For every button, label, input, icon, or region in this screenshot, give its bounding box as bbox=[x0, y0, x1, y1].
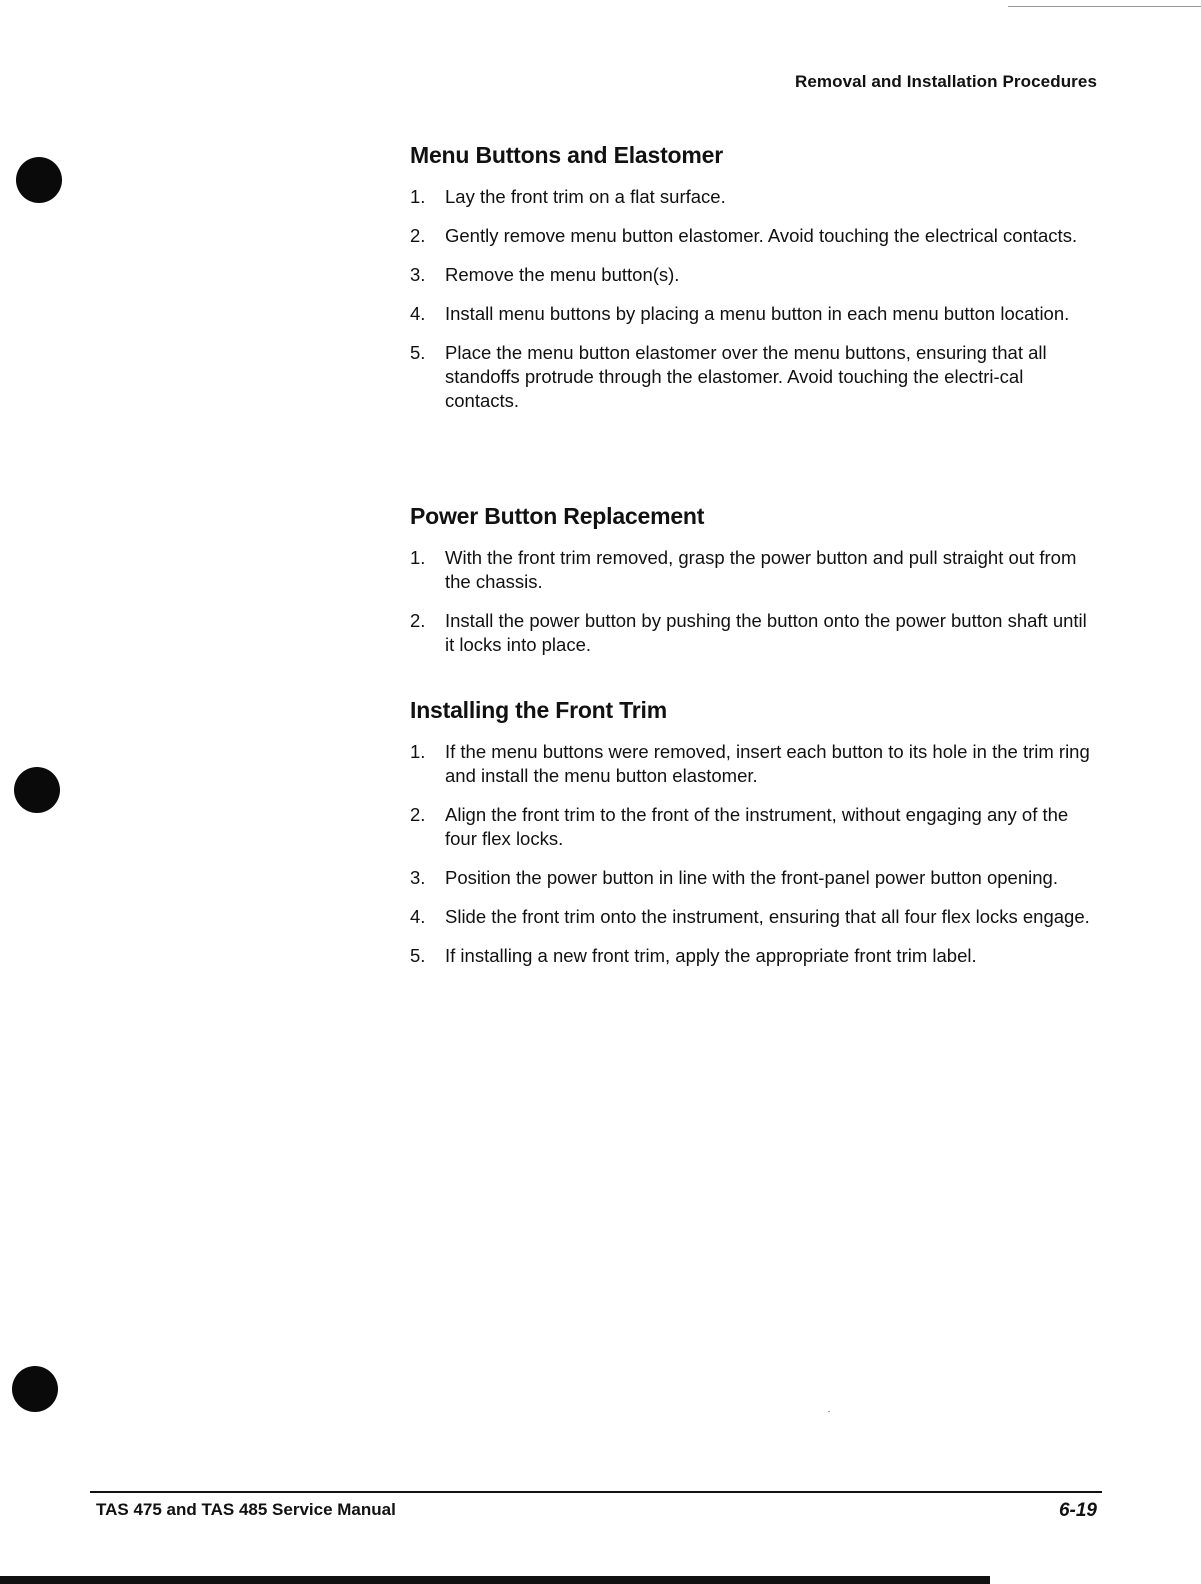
step-item bbox=[410, 905, 1100, 929]
step-number: 1. bbox=[410, 547, 426, 568]
step-number: 1. bbox=[410, 186, 426, 207]
step-number: 1. bbox=[410, 741, 426, 762]
section-title: Power Button Replacement bbox=[410, 503, 705, 529]
step-text: Place the menu button elastomer over the menu buttons, ensuring that all standoffs protrude through the elastomer. Avoid touching the electri-cal contacts. bbox=[445, 342, 1047, 411]
bottom-edge-bar bbox=[0, 1576, 990, 1584]
step-item bbox=[410, 263, 1100, 287]
step-item bbox=[410, 224, 1100, 248]
binder-hole-bottom bbox=[12, 1366, 58, 1412]
running-header: Removal and Installation Procedures bbox=[794, 72, 1097, 91]
section-title: Menu Buttons and Elastomer bbox=[410, 142, 723, 168]
step-item bbox=[410, 341, 1100, 413]
step-item bbox=[410, 546, 1100, 594]
step-number: 2. bbox=[410, 610, 426, 631]
step-item bbox=[410, 302, 1100, 326]
step-number: 4. bbox=[410, 303, 426, 324]
step-item bbox=[410, 185, 1100, 209]
step-item bbox=[410, 609, 1100, 657]
binder-hole-top bbox=[16, 157, 62, 203]
footer-manual-title: TAS 475 and TAS 485 Service Manual bbox=[96, 1500, 396, 1519]
step-text: Position the power button in line with the front-panel power button opening. bbox=[445, 867, 1058, 888]
step-text: Align the front trim to the front of the instrument, without engaging any of the four flex locks. bbox=[445, 804, 1069, 849]
footer-rule bbox=[90, 1491, 1102, 1493]
section-menu-buttons-elastomer bbox=[410, 142, 1100, 428]
step-item bbox=[410, 740, 1100, 788]
step-number: 3. bbox=[410, 867, 426, 888]
step-item bbox=[410, 803, 1100, 851]
section-power-button-replacement bbox=[410, 503, 1100, 672]
step-text: If installing a new front trim, apply the appropriate front trim label. bbox=[445, 945, 977, 966]
step-text: Slide the front trim onto the instrument, ensuring that all four flex locks engage. bbox=[445, 906, 1090, 927]
step-list bbox=[410, 740, 1100, 968]
step-number: 4. bbox=[410, 906, 426, 927]
step-number: 2. bbox=[410, 804, 426, 825]
step-number: 3. bbox=[410, 264, 426, 285]
step-text: Remove the menu button(s). bbox=[445, 264, 680, 285]
footer-page-number: 6-19 bbox=[1058, 1500, 1097, 1521]
step-number: 5. bbox=[410, 342, 426, 363]
section-title: Installing the Front Trim bbox=[410, 697, 667, 723]
step-text: Gently remove menu button elastomer. Avoid touching the electrical contacts. bbox=[445, 225, 1078, 246]
binder-hole-middle bbox=[14, 767, 60, 813]
step-number: 2. bbox=[410, 225, 426, 246]
step-item bbox=[410, 866, 1100, 890]
step-text: Install the power button by pushing the button onto the power button shaft until it locks into place. bbox=[445, 610, 1087, 655]
step-text: With the front trim removed, grasp the power button and pull straight out from the chassis. bbox=[445, 547, 1077, 592]
step-item bbox=[410, 944, 1100, 968]
step-text: Install menu buttons by placing a menu button in each menu button location. bbox=[445, 303, 1070, 324]
step-text: If the menu buttons were removed, insert each button to its hole in the trim ring and install the menu button elastomer. bbox=[445, 741, 1090, 786]
top-edge-rule bbox=[1008, 6, 1201, 7]
step-list bbox=[410, 546, 1100, 657]
step-number: 5. bbox=[410, 945, 426, 966]
section-installing-front-trim bbox=[410, 697, 1100, 983]
step-text: Lay the front trim on a flat surface. bbox=[445, 186, 726, 207]
step-list bbox=[410, 185, 1100, 413]
scan-speck bbox=[828, 1411, 830, 1412]
